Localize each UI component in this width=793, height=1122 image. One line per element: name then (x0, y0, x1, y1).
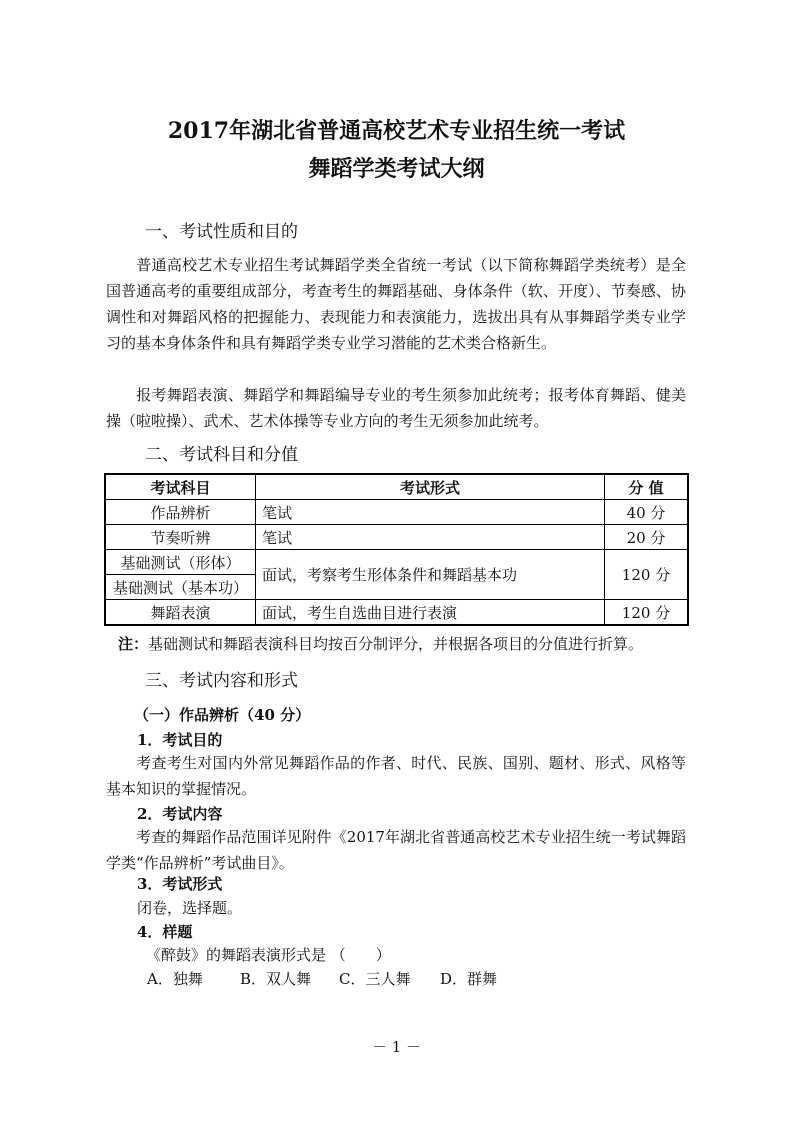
table-row (105, 525, 688, 550)
section2-heading: 二、考试科目和分值 (145, 445, 298, 465)
header-form: 考试形式 (256, 474, 605, 500)
item4-heading: 4．样题 (137, 923, 193, 941)
subjects-score-table (104, 473, 689, 626)
section1-paragraph1 (106, 252, 686, 356)
table-note (118, 633, 643, 654)
table-row (105, 550, 688, 575)
document-title-line2: 舞蹈学类考试大纲 (308, 156, 485, 182)
item2-paragraph (106, 824, 686, 876)
section3-heading: 三、考试内容和形式 (145, 671, 298, 691)
sample-question: 《醉鼓》的舞蹈表演形式是 （ ） (146, 946, 391, 964)
note-label: 注： (118, 635, 149, 653)
item1-paragraph (106, 750, 686, 802)
cell-subject: 节奏听辨 (105, 525, 256, 550)
header-score: 分 值 (605, 474, 689, 500)
section1-paragraph2-text: 报考舞蹈表演、舞蹈学和舞蹈编导专业的考生须参加此统考；报考体育舞蹈、健美操（啦啦操）、武术、艺术体操等专业方向的考生无须参加此统考。 (106, 386, 686, 430)
table-header-row (105, 474, 688, 500)
cell-subject: 作品辨析 (105, 500, 256, 525)
cell-form: 笔试 (256, 500, 605, 525)
subsection1-heading: （一）作品辨析（40 分） (134, 706, 311, 724)
document-title-line1: 2017年湖北省普通高校艺术专业招生统一考试 (167, 118, 626, 144)
item2-heading: 2．考试内容 (137, 805, 223, 823)
note-text: 基础测试和舞蹈表演科目均按百分制评分，并根据各项目的分值进行折算。 (148, 635, 644, 653)
item3-heading: 3．考试形式 (137, 875, 223, 893)
cell-score: 20 分 (605, 525, 689, 550)
cell-form: 笔试 (256, 525, 605, 550)
cell-form: 面试，考察考生形体条件和舞蹈基本功 (256, 550, 605, 600)
cell-subject: 基础测试（形体） (105, 550, 256, 575)
cell-score: 120 分 (605, 600, 689, 626)
cell-form: 面试，考生自选曲目进行表演 (256, 600, 605, 626)
section1-paragraph1-text: 普通高校艺术专业招生考试舞蹈学类全省统一考试（以下简称舞蹈学类统考）是全国普通高考的重要组成部分，考查考生的舞蹈基础、身体条件（软、开度）、节奏感、协调性和对舞蹈风格的把握能力、表现能力和表演能力，选拔出具有从事舞蹈学类专业学习的基本身体条件和具有舞蹈学类专业学习潜能的艺术类合格新生。 (106, 256, 686, 352)
table-row (105, 500, 688, 525)
option-a: A．独舞 (147, 970, 203, 988)
item1-text: 考查考生对国内外常见舞蹈作品的作者、时代、民族、国别、题材、形式、风格等基本知识的掌握情况。 (106, 754, 686, 798)
page-number: － 1 － (371, 1038, 422, 1056)
option-c: C．三人舞 (339, 970, 411, 988)
item1-heading: 1．考试目的 (137, 731, 223, 749)
item2-text: 考查的舞蹈作品范围详见附件《2017年湖北省普通高校艺术专业招生统一考试舞蹈学类“作品辨析”考试曲目》。 (106, 828, 686, 872)
cell-score: 120 分 (605, 550, 689, 600)
header-subject: 考试科目 (105, 474, 256, 500)
section1-heading: 一、考试性质和目的 (145, 222, 298, 242)
cell-subject: 舞蹈表演 (105, 600, 256, 626)
cell-subject: 基础测试（基本功） (105, 575, 256, 600)
table-row (105, 600, 688, 626)
item3-text: 闭卷，选择题。 (137, 899, 243, 917)
cell-score: 40 分 (605, 500, 689, 525)
option-b: B．双人舞 (240, 970, 312, 988)
section1-paragraph2 (106, 382, 686, 434)
option-d: D．群舞 (440, 970, 498, 988)
